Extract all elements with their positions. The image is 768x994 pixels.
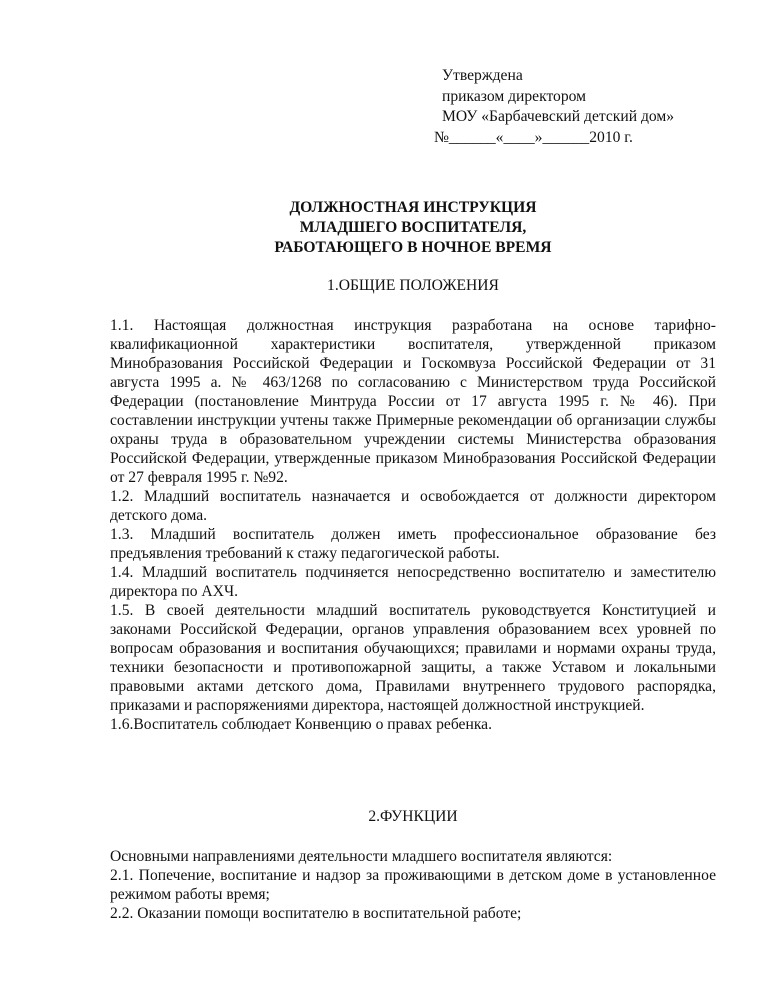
title-line: МЛАДШЕГО ВОСПИТАТЕЛЯ, bbox=[299, 219, 527, 236]
approval-line: приказом директором bbox=[442, 87, 587, 105]
paragraph-1-2: 1.2. Младший воспитатель назначается и освобождается от должности директором детского дома. bbox=[110, 488, 716, 524]
paragraph-2-1: 2.1. Попечение, воспитание и надзор за проживающими в детском доме в установленное режимом работы время; bbox=[110, 867, 716, 903]
paragraph-2-intro: Основными направлениями деятельности младшего воспитателя являются: bbox=[110, 848, 613, 865]
section-general-body bbox=[110, 316, 716, 734]
paragraph-2-2: 2.2. Оказании помощи воспитателю в воспитательной работе; bbox=[110, 905, 522, 922]
approval-line: МОУ «Барбачевский детский дом» bbox=[442, 108, 675, 125]
approval-line: Утверждена bbox=[442, 67, 523, 84]
paragraph-1-3: 1.3. Младший воспитатель должен иметь профессиональное образование без предъявления требований к стажу педагогической работы. bbox=[110, 526, 716, 562]
section-functions-body bbox=[110, 847, 716, 923]
approval-stamp bbox=[434, 66, 742, 148]
paragraph-1-1: 1.1. Настоящая должностная инструкция разработана на основе тарифно-квалификационной характеристики воспитателя, утвержденной приказом Минобразования Российской Федерации и Госкомвуза Российской Федерации от 31 августа 1995 а. № 463/1268 по согласованию с Министерством труда Российской Федерации (постановление Минтруда России от 17 августа 1995 г. № 46). При составлении инструкции учтены также Примерные рекомендации об организации службы охраны труда в образовательном учреждении системы Министерства образования Российской Федерации, утвержденные приказом Минобразования Российской Федерации от 27 февраля 1995 г. №92. bbox=[110, 317, 716, 486]
section-heading-functions: 2.ФУНКЦИИ bbox=[368, 808, 458, 825]
paragraph-1-6: 1.6.Воспитатель соблюдает Конвенцию о правах ребенка. bbox=[110, 716, 492, 733]
document-title bbox=[110, 198, 716, 258]
paragraph-1-5: 1.5. В своей деятельности младший воспитатель руководствуется Конституцией и законами Российской Федерации, органов управления образованием всех уровней по вопросам образования и воспитания обучающихся; правилами и нормами охраны труда, техники безопасности и противопожарной защиты, а также Уставом и локальными правовыми актами детского дома, Правилами внутреннего трудового распорядка, приказами и распоряжениями директора, настоящей должностной инструкцией. bbox=[110, 602, 716, 714]
paragraph-1-4: 1.4. Младший воспитатель подчиняется непосредственно воспитателю и заместителю директора по АХЧ. bbox=[110, 564, 716, 600]
title-line: РАБОТАЮЩЕГО В НОЧНОЕ ВРЕМЯ bbox=[274, 239, 552, 256]
approval-number-line: №______«____»______2010 г. bbox=[434, 128, 633, 146]
section-heading-general: 1.ОБЩИЕ ПОЛОЖЕНИЯ bbox=[327, 277, 499, 294]
title-line: ДОЛЖНОСТНАЯ ИНСТРУКЦИЯ bbox=[289, 199, 537, 216]
